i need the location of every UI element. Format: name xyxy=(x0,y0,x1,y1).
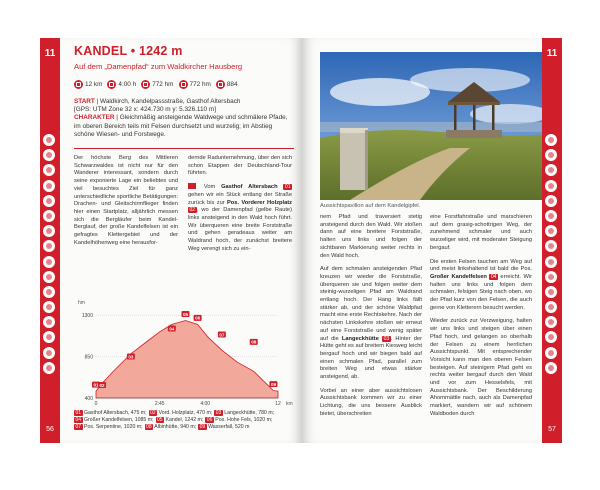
legend-entry: 06 Pos. Hohe Fels, 1020 m; xyxy=(206,416,273,423)
x-unit-label: km xyxy=(286,401,293,407)
text-column-4: eine Forstfahrstraße und marschieren auf dem grasig-schottrigen Weg, der zunehmend schmaler und auch wurzeliger wird, mit moderater Steigung bergauf. Die ersten Felsen tauchen am Weg auf und meist linkshaltend ist bald die Pos. Großer Kandelfelsen 04 erreicht. Wir halten uns links und folgen dem schmalen, felsigen Steig nach oben, wo der Pfad kurz von den Felsen, die auch gerne von Kletterern besucht werden. Wieder zurück zur Verzweigung, halten wir uns links und steigen über einen Pfad hoch, und gelangen so oberhalb der Felsen zu einem herrlichen Aussichtspunkt. Mit entsprechender Vorsicht kann man den oberen Felsen besteigen. Auf steinigem Pfad geht es rechts weiter bergauf durch den Wald und vor zum Hesselsfels, mit Aussichtsbank. Der Beschilderung Ahornmättle nach, auch als Damenpfad markiert, wandern wir auf schönem Waldboden durch xyxy=(430,214,532,417)
waypoint-ref: 06 xyxy=(206,416,213,423)
waypoint-ref: 04 xyxy=(490,273,497,280)
waypoint-label: 06 xyxy=(195,315,201,321)
guidebook-spread xyxy=(40,38,562,443)
tour-title: KANDEL • 1242 m xyxy=(74,44,183,58)
text-column-1: Der höchste Berg des Mittleren Schwarzwaldes ist nicht nur für den Wanderer interessant, sondern durch seine exponierte Lage ein beliebtes und viel besuchtes Ziel für ganz unterschiedliche sportliche Betätigungen: Drachen- und Gleitschirmflieger finden hier einen Startplatz, alljährlich messen sich die Bergläufer beim Kandel-Berglauf, der große Kandelfelsen ist ein gefragtes Klettergebiet und der Kandelhöhenweg eine herausfor- xyxy=(74,155,178,246)
hiking-icon xyxy=(545,134,557,146)
hut-icon xyxy=(43,225,55,237)
child-icon xyxy=(545,149,557,161)
legend-entry: 05 Kandel, 1242 m; xyxy=(157,416,204,423)
leaf-icon xyxy=(43,301,55,313)
waypoint-label: 01 xyxy=(93,382,99,388)
waypoint-ref: 01 xyxy=(75,410,82,416)
legend-entry: 02 Vord. Holzplatz, 470 m; xyxy=(150,410,213,416)
dog-icon xyxy=(43,164,55,176)
descent-icon xyxy=(179,80,188,89)
leaf-icon xyxy=(545,301,557,313)
chapter-strip-left xyxy=(40,38,60,443)
waypoint-label: 02 xyxy=(99,382,105,388)
train-icon xyxy=(545,195,557,207)
legend-entry: 04 Großer Kandelfelsen, 1085 m; xyxy=(75,416,154,423)
waypoint-label: 09 xyxy=(270,381,276,387)
waypoint-ref: 07 xyxy=(75,423,82,430)
x-tick-label: 12 xyxy=(275,401,281,407)
right-columns xyxy=(320,214,532,425)
tour-subtitle: Auf dem „Damenpfad“ zum Waldkircher Hausberg xyxy=(74,62,243,71)
chapter-number: 11 xyxy=(44,48,56,59)
calories-icon xyxy=(216,80,225,89)
right-page xyxy=(302,38,562,443)
text-column-3: nem Pfad und traversiert stetig ansteigend durch den Wald. Wir stoßen dann auf eine breitere Forststraße, halten uns links und folgen der sichtbaren Markierung weiter rechts in den Wald hoch. Auf dem schmalen ansteigenden Pfad kreuzen wir wieder die Forststraße, überqueren sie und folgen weiter dem steinig-wurzeligen Pfad am Waldrand entlang hoch. Der Hang links fällt stärker ab, und der schöne Waldpfad macht eine erste Rechtskehre. Nach der nächsten Linkskehre stoßen wir erneut auf eine Forststraße und wenig später auf die Langeckhütte 03 . Hinter der Hütte geht es auf breitem Kiesweg leicht bergauf hoch und wir biegen bald auf einen schmalen Pfad, parallel zum breiten Weg und etwas stärker ansteigend, ab. Vorbei an einer aber aussichtslosen Aussichtsbank kommen wir zu einer Lichtung, die uns bessere Ausblick bietet, überschreiten xyxy=(320,214,422,417)
waypoint-ref: 04 xyxy=(75,416,82,423)
activity-icons xyxy=(43,134,55,377)
photo-caption: Aussichtspavillon auf dem Kandelgipfel. xyxy=(320,203,421,209)
swim-icon xyxy=(545,331,557,343)
camera-icon xyxy=(545,347,557,359)
sun-icon xyxy=(43,256,55,268)
distance-icon xyxy=(74,80,83,89)
restaurant-icon xyxy=(43,210,55,222)
flower-icon xyxy=(43,271,55,283)
left-page xyxy=(40,38,302,443)
viewpoint-icon xyxy=(43,240,55,252)
stat-duration: 4:00 h xyxy=(107,80,136,89)
child-icon xyxy=(43,149,55,161)
stat-calories: 884 xyxy=(216,80,238,89)
elevation-area xyxy=(96,321,278,399)
info-icon xyxy=(43,362,55,374)
waypoint-label: 08 xyxy=(251,339,257,345)
restaurant-icon xyxy=(545,210,557,222)
stat-descent: 772 hm xyxy=(179,80,211,89)
divider xyxy=(74,148,294,149)
camera-icon xyxy=(43,347,55,359)
summit-pavilion-photo xyxy=(320,52,548,200)
y-tick-label: 400 xyxy=(84,395,93,402)
stat-ascent: 772 hm xyxy=(141,80,173,89)
info-icon xyxy=(545,362,557,374)
activity-icons-right xyxy=(545,134,557,377)
waypoint-ref: 09 xyxy=(199,423,206,430)
legend-entry: 01 Gasthof Altersbach, 475 m; xyxy=(75,410,147,416)
sun-icon xyxy=(545,256,557,268)
hiking-icon xyxy=(43,134,55,146)
y-tick-label: 1300 xyxy=(81,313,93,319)
train-icon xyxy=(43,195,55,207)
left-columns xyxy=(74,155,292,258)
character-info: CHARAKTER | Gleichmäßig ansteigende Waldwege und schmälere Pfade, im oberen Bereich teils mit Felsen durchsetzt und wurzelig; im Abstieg schöne Wiesen- und Forstwege. xyxy=(74,114,288,138)
waypoint-label: 03 xyxy=(128,354,134,360)
viewpoint-icon xyxy=(545,240,557,252)
snowflake-icon xyxy=(545,286,557,298)
mountain-icon xyxy=(545,316,557,328)
page-number-left: 56 xyxy=(46,426,54,433)
flower-icon xyxy=(545,271,557,283)
legend-entry: 03 Langeckhütte, 780 m; xyxy=(215,410,275,416)
start-info: START | Waldkirch, Kandelpassstraße, Gasthof Altersbach xyxy=(74,98,241,105)
page-number-right: 57 xyxy=(548,426,556,433)
waypoint-label: 07 xyxy=(219,332,225,338)
waypoint-ref: 02 xyxy=(189,207,196,214)
elevation-profile-chart xyxy=(74,296,292,412)
x-tick-label: 0 xyxy=(94,401,98,407)
waypoint-ref: 08 xyxy=(146,423,152,430)
text-column-2: dernde Radunternehmung, über den sich schon Etappen der Deutschland-Tour führten. Vom Gasthof Altersbach 01 gehen wir ein Stück entlang der Straße zurück bis zur Pos. Vorderer Holzplatz 02 , wo der Damenpfad (gelbe Raute) links ansteigend in den Wald hoch führt. Wir überqueren eine breite Forststraße und gehen geradeaus weiter am Waldrand hoch, der zunächst breitere Weg verengt sich zu ein- xyxy=(188,155,292,252)
left-content xyxy=(74,44,292,258)
waypoint-ref: 01 xyxy=(284,184,291,191)
x-tick-label: 4:00 xyxy=(200,401,211,407)
arrow-icon xyxy=(188,183,196,189)
tour-stats xyxy=(74,80,292,89)
legend-entry: 09 Wasserfall, 520 m xyxy=(199,423,250,430)
waypoint-label: 05 xyxy=(182,311,188,317)
mountain-icon xyxy=(43,316,55,328)
clock-icon xyxy=(107,80,116,89)
waypoint-ref: 02 xyxy=(150,410,156,416)
dog-icon xyxy=(545,164,557,176)
waypoint-ref: 05 xyxy=(157,416,163,423)
waypoint-ref: 03 xyxy=(383,335,390,342)
y-tick-label: 850 xyxy=(84,354,93,361)
swim-icon xyxy=(43,331,55,343)
bus-icon xyxy=(43,180,55,192)
chapter-strip-right xyxy=(542,38,562,443)
waypoint-label: 04 xyxy=(169,326,175,332)
hut-icon xyxy=(545,225,557,237)
snowflake-icon xyxy=(43,286,55,298)
chapter-number-right: 11 xyxy=(546,48,558,59)
x-tick-label: 2:45 xyxy=(154,401,165,407)
stat-distance: 12 km xyxy=(74,80,102,89)
bus-icon xyxy=(545,180,557,192)
waypoint-ref: 03 xyxy=(215,410,222,416)
ascent-icon xyxy=(141,80,150,89)
legend-entry: 07 Pos. Serpentine, 1020 m; xyxy=(75,423,143,430)
tour-info xyxy=(74,98,292,139)
gps-info: [GPS: UTM Zone 32 x: 424.730 m y: 5.326.110 m] xyxy=(74,106,216,114)
y-unit-label: hm xyxy=(78,300,85,306)
legend-entry: 08 Albinhütte, 940 m; xyxy=(146,423,197,430)
waypoint-legend xyxy=(74,410,292,430)
